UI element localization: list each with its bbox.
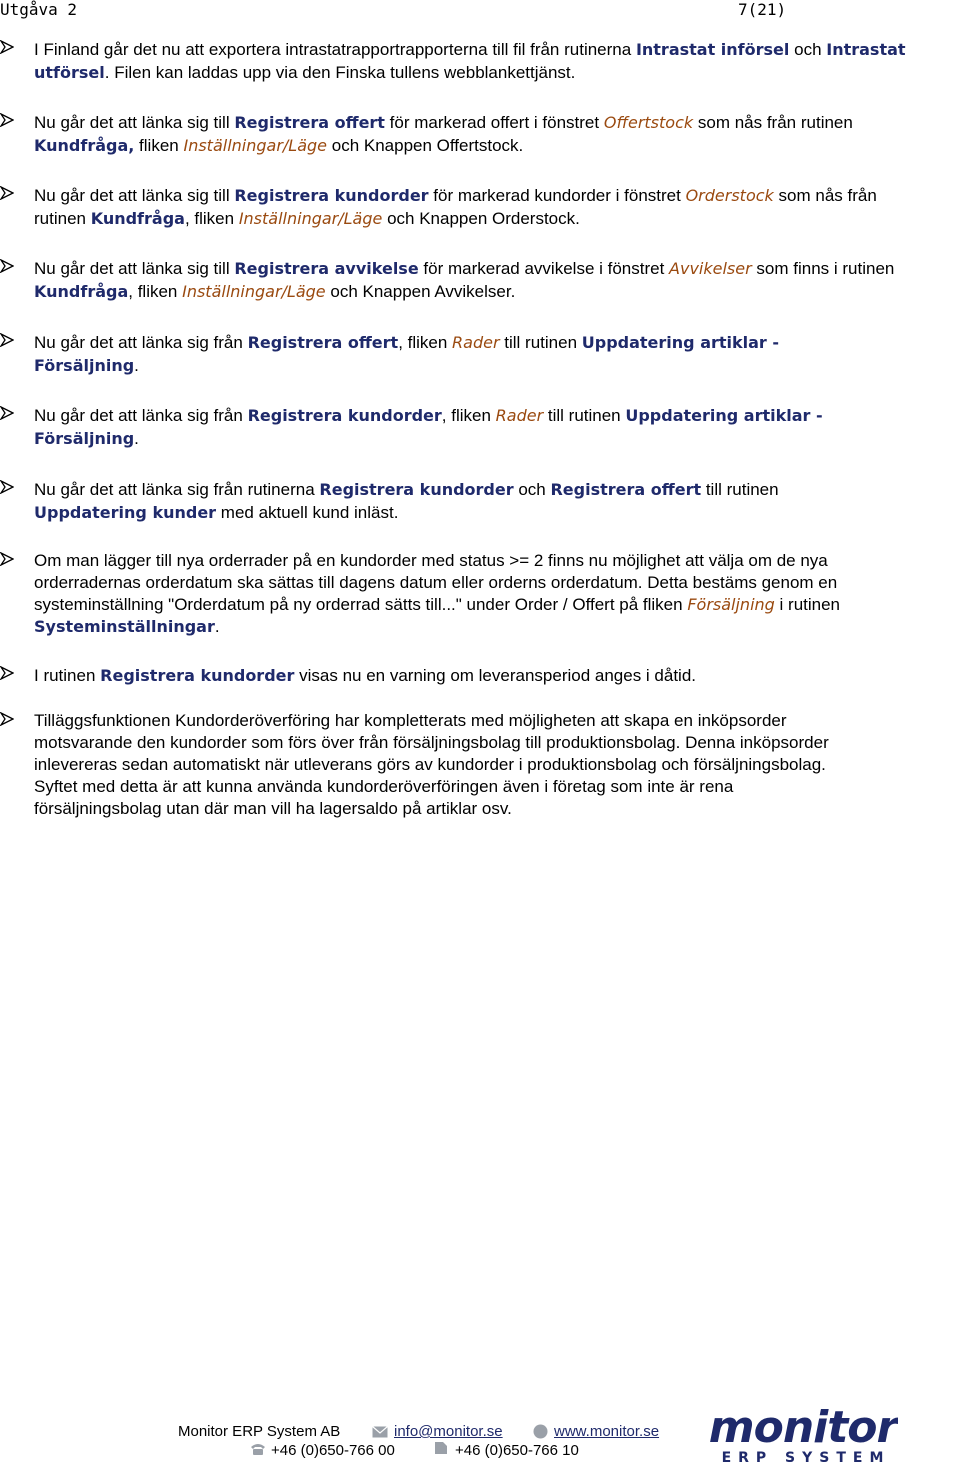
term-italic: Inställningar/Läge xyxy=(182,282,326,301)
arrowhead-bullet-icon xyxy=(0,186,14,200)
bullet-text xyxy=(34,38,930,84)
term-bold: Uppdatering kunder xyxy=(34,503,217,522)
bullet-text xyxy=(34,111,930,157)
bullet-item xyxy=(0,331,930,377)
text-run: visas nu en varning om leveransperiod anges i dåtid. xyxy=(294,666,697,685)
bullet-text xyxy=(34,331,824,377)
term-bold: Kundfråga xyxy=(34,282,129,301)
term-bold: Systeminställningar xyxy=(34,617,215,636)
logo-wordmark: monitor xyxy=(708,1402,898,1453)
bullet-text xyxy=(34,184,930,230)
arrowhead-bullet-icon xyxy=(0,480,14,494)
text-run: med aktuell kund inläst. xyxy=(216,503,399,522)
text-run: I rutinen xyxy=(34,666,101,685)
bullet-item xyxy=(0,257,930,303)
term-bold: Uppdatering artiklar - Försäljning xyxy=(34,333,780,375)
bullet-item xyxy=(0,664,930,687)
text-run: och xyxy=(789,40,827,59)
term-bold: Intrastat införsel xyxy=(635,40,790,59)
arrowhead-bullet-icon xyxy=(0,333,14,347)
fax-icon xyxy=(434,1441,448,1455)
text-run: till rutinen xyxy=(543,406,626,425)
page-header-edition: Utgåva 2 xyxy=(0,0,78,19)
text-run: . xyxy=(134,429,139,448)
arrowhead-bullet-icon xyxy=(0,552,14,566)
arrowhead-bullet-icon xyxy=(0,712,14,726)
text-run: för markerad offert i fönstret xyxy=(384,113,604,132)
term-bold: Registrera avvikelse xyxy=(234,259,419,278)
footer-fax: +46 (0)650-766 10 xyxy=(455,1442,579,1459)
monitor-erp-logo xyxy=(708,1400,898,1464)
term-bold: Kundfråga xyxy=(90,209,185,228)
text-run: till rutinen xyxy=(499,333,582,352)
text-run: som finns i rutinen xyxy=(751,259,895,278)
term-bold: Registrera offert xyxy=(247,333,399,352)
globe-icon xyxy=(533,1424,548,1439)
term-bold: Registrera kundorder xyxy=(234,186,429,205)
text-run: som nås från rutinen xyxy=(693,113,853,132)
term-bold: Registrera offert xyxy=(550,480,702,499)
bullet-text xyxy=(34,404,864,450)
term-italic: Rader xyxy=(452,333,500,352)
bullet-item xyxy=(0,550,930,638)
term-bold: Registrera kundorder xyxy=(247,406,442,425)
term-italic: Försäljning xyxy=(687,595,775,614)
bullet-text xyxy=(34,257,930,303)
bullet-item xyxy=(0,184,930,230)
text-run: för markerad avvikelse i fönstret xyxy=(418,259,670,278)
text-run: fliken xyxy=(134,136,184,155)
term-italic: Orderstock xyxy=(685,186,774,205)
text-run: som nås från rutinen xyxy=(34,186,877,228)
arrowhead-bullet-icon xyxy=(0,406,14,420)
text-run: I Finland går det nu att exportera intrastatrapportrapporterna till fil från rutinerna xyxy=(34,40,636,59)
footer-company: Monitor ERP System AB xyxy=(178,1423,341,1440)
page-number: 7(21) xyxy=(738,0,787,19)
term-italic: Inställningar/Läge xyxy=(238,209,383,228)
text-run: . Filen kan laddas upp via den Finska tullens webblankettjänst. xyxy=(104,63,576,82)
text-run: , fliken xyxy=(441,406,496,425)
term-bold: Kundfråga, xyxy=(34,136,135,155)
bullet-item xyxy=(0,478,930,524)
arrowhead-bullet-icon xyxy=(0,259,14,273)
term-italic: Rader xyxy=(495,406,544,425)
text-run: och Knappen Orderstock. xyxy=(382,209,580,228)
text-run: och Knappen Avvikelser. xyxy=(325,282,516,301)
phone-icon xyxy=(250,1443,266,1455)
term-italic: Avvikelser xyxy=(669,259,752,278)
text-run: Om man lägger till nya orderrader på en kundorder med status >= 2 finns nu möjlighet att välja om de nya orderradernas orderdatum ska sättas till dagens datum eller orderns orderdatum. Detta bestäms genom en systeminställning "Orderdatum på ny orderrad sätts till..." under Order / Offert på fliken xyxy=(34,551,838,614)
bullet-text xyxy=(34,550,930,638)
logo-subtitle: ERP SYSTEM xyxy=(721,1450,891,1464)
text-run: , fliken xyxy=(128,282,183,301)
text-run: för markerad kundorder i fönstret xyxy=(428,186,686,205)
term-bold: Registrera kundorder xyxy=(319,480,514,499)
bullet-item xyxy=(0,404,930,450)
footer-web-link[interactable]: www.monitor.se xyxy=(554,1423,660,1440)
text-run: Nu går det att länka sig till xyxy=(34,113,235,132)
text-run: , fliken xyxy=(398,333,453,352)
arrowhead-bullet-icon xyxy=(0,40,14,54)
term-italic: Offertstock xyxy=(603,113,694,132)
mail-icon xyxy=(372,1426,388,1438)
bullet-text xyxy=(34,478,834,524)
bullet-item xyxy=(0,38,930,84)
bullet-item xyxy=(0,710,930,820)
text-run: till rutinen xyxy=(701,480,779,499)
text-run: Nu går det att länka sig från rutinerna xyxy=(34,480,320,499)
footer-email-link[interactable]: info@monitor.se xyxy=(394,1423,503,1440)
text-run: Nu går det att länka sig till xyxy=(34,259,235,278)
term-bold: Registrera offert xyxy=(234,113,385,132)
term-italic: Inställningar/Läge xyxy=(183,136,328,155)
text-run: och Knappen Offertstock. xyxy=(327,136,524,155)
footer-phone: +46 (0)650-766 00 xyxy=(271,1442,395,1459)
text-run: Nu går det att länka sig från xyxy=(34,406,248,425)
text-run: och xyxy=(513,480,551,499)
text-run: . xyxy=(134,356,139,375)
text-run: Nu går det att länka sig från xyxy=(34,333,248,352)
term-bold: Intrastat utförsel xyxy=(34,40,906,82)
term-bold: Uppdatering artiklar - Försäljning xyxy=(34,406,823,448)
bullet-item xyxy=(0,111,930,157)
text-run: i rutinen xyxy=(774,595,841,614)
text-run: Tilläggsfunktionen Kundorderöverföring har kompletterats med möjligheten att skapa en inköpsorder motsvarande den kundorder som förs över från försäljningsbolag till produktionsbolag. Denna inköpsorder inlevereras sedan automatiskt när utleverans görs av kundorder i produktionsbolag och försäljningsbolag. Syftet med detta är att kunna använda kundorderöverföringen även i företag som inte är rena försäljningsbolag utan där man vill ha lagersaldo på artiklar osv. xyxy=(34,711,829,818)
arrowhead-bullet-icon xyxy=(0,666,14,680)
arrowhead-bullet-icon xyxy=(0,113,14,127)
text-run: Nu går det att länka sig till xyxy=(34,186,235,205)
bullet-text xyxy=(34,664,930,687)
text-run: . xyxy=(214,617,220,636)
term-bold: Registrera kundorder xyxy=(100,666,295,685)
bullet-text xyxy=(34,710,864,820)
text-run: , fliken xyxy=(184,209,239,228)
